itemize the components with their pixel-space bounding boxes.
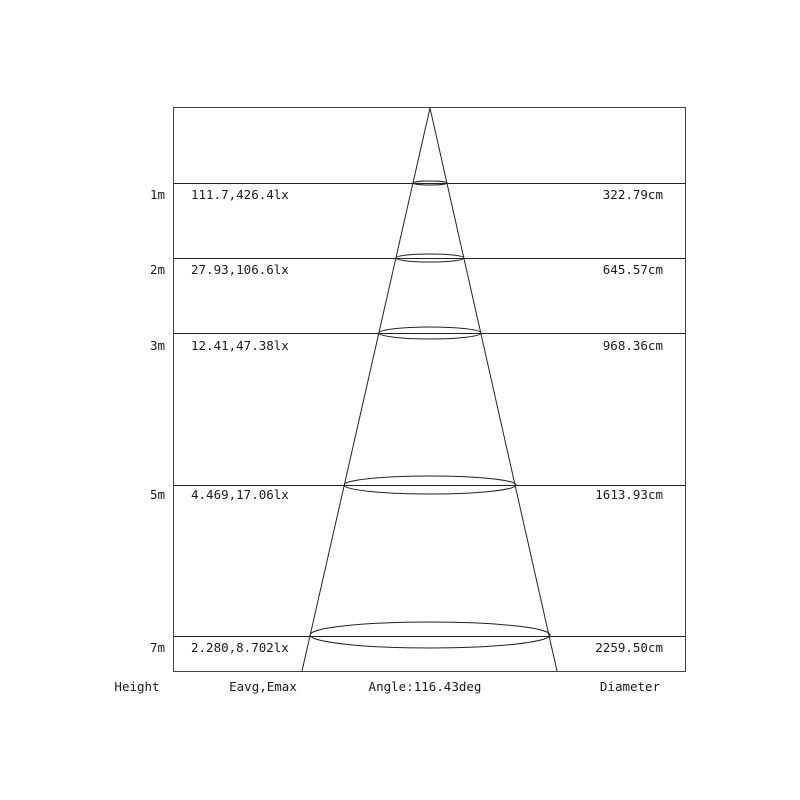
illuminance-value: 4.469,17.06lx [191,487,289,502]
illuminance-value: 2.280,8.702lx [191,640,289,655]
footer-labels [114,679,660,694]
height-label: 3m [149,338,165,353]
distance-row-3m [150,327,685,353]
height-label: 2m [149,262,165,277]
beam-angle-label: Angle:116.43deg [368,679,482,694]
diameter-column-label: Diameter [599,679,661,694]
illuminance-value: 12.41,47.38lx [191,338,289,353]
illuminance-value: 111.7,426.4lx [191,187,289,202]
height-label: 1m [149,187,165,202]
distance-row-1m [150,181,685,202]
diameter-value: 2259.50cm [595,640,663,655]
beam-edge-left [302,108,430,671]
eavg-emax-column-label: Eavg,Emax [229,679,297,694]
distance-row-2m [150,254,685,277]
diameter-value: 1613.93cm [595,487,663,502]
height-label: 5m [149,487,165,502]
diameter-value: 645.57cm [602,262,663,277]
height-column-label: Height [114,679,160,694]
distance-row-5m [150,476,685,502]
distance-row-7m [150,622,685,655]
diameter-value: 322.79cm [602,187,663,202]
illuminance-value: 27.93,106.6lx [191,262,289,277]
spot-ellipse [310,622,550,648]
diameter-value: 968.36cm [602,338,663,353]
beam-edge-right [430,108,557,671]
height-label: 7m [149,640,165,655]
